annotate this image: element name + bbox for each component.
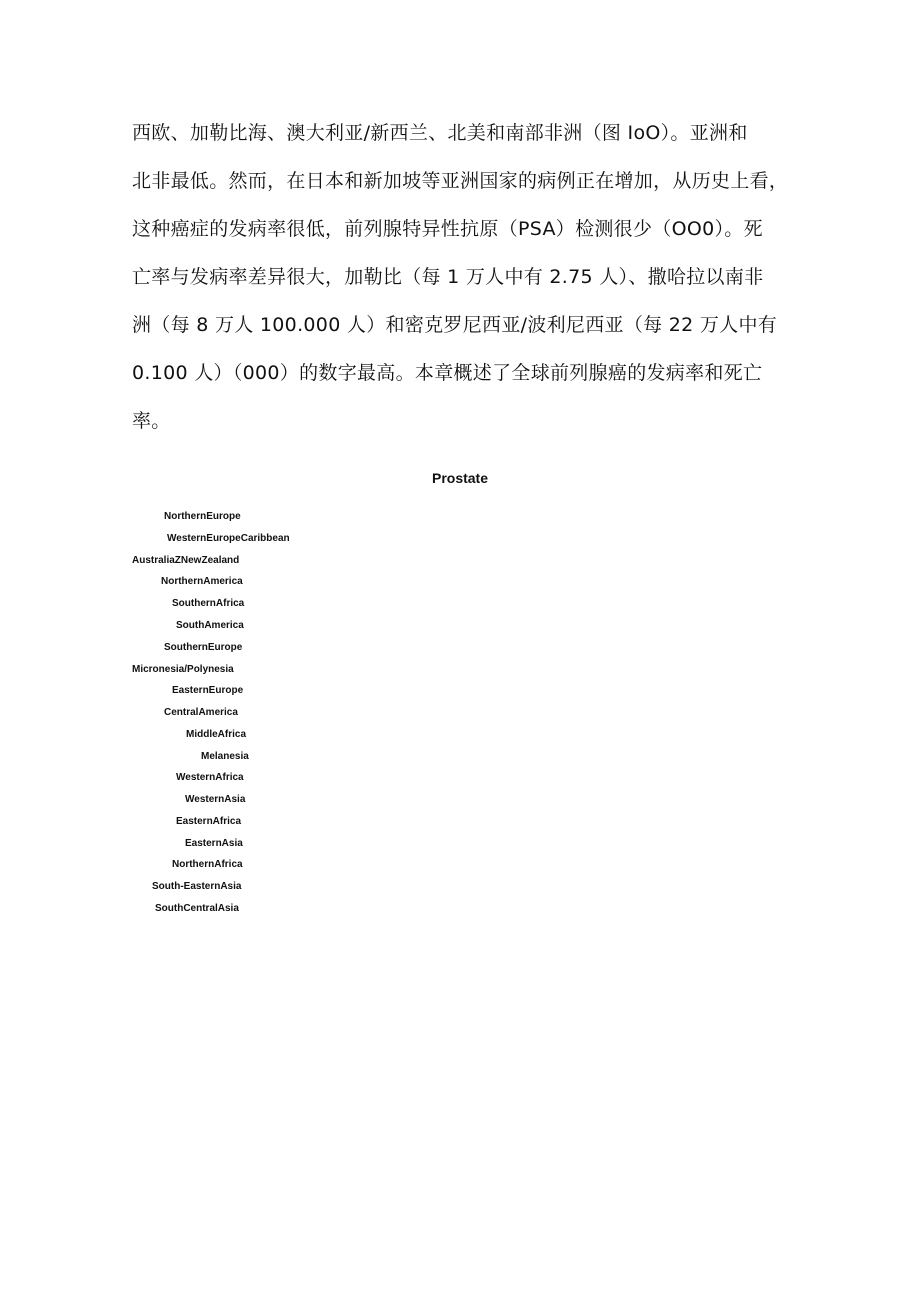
region-label: SouthAmerica <box>176 620 244 631</box>
paragraph-line: 洲（每 8 万人 100.000 人）和密克罗尼西亚/波利尼西亚（每 22 万人中有 <box>132 314 778 336</box>
paragraph-line: 0.100 人）（000）的数字最高。本章概述了全球前列腺癌的发病率和死亡 <box>132 362 763 384</box>
region-label: SouthCentralAsia <box>155 903 239 914</box>
region-label: WesternEuropeCaribbean <box>167 533 290 544</box>
paragraph-line: 西欧、加勒比海、澳大利亚/新西兰、北美和南部非洲（图 IoO）。亚洲和 <box>132 122 748 144</box>
region-label: WesternAsia <box>185 794 246 805</box>
paragraph-line: 北非最低。然而，在日本和新加坡等亚洲国家的病例正在增加，从历史上看， <box>132 170 789 192</box>
region-label: South-EasternAsia <box>152 881 242 892</box>
paragraph-line: 这种癌症的发病率很低，前列腺特异性抗原（PSA）检测很少（OO0）。死 <box>132 218 763 240</box>
paragraph-line: 率。 <box>132 410 171 432</box>
region-label: EasternEurope <box>172 685 244 696</box>
region-label: MiddleAfrica <box>186 729 247 740</box>
region-label: WesternAfrica <box>176 772 244 783</box>
region-label: CentralAmerica <box>164 707 238 718</box>
region-label: Micronesia/Polynesia <box>132 664 234 675</box>
region-label: SouthernEurope <box>164 642 243 653</box>
region-label: AustraliaZNewZealand <box>132 555 240 566</box>
region-label: NorthernEurope <box>164 511 241 522</box>
region-label: NorthernAmerica <box>161 576 243 587</box>
region-label: Melanesia <box>201 751 249 762</box>
region-label: SouthernAfrica <box>172 598 245 609</box>
region-label: EasternAfrica <box>176 816 242 827</box>
paragraph-line: 亡率与发病率差异很大，加勒比（每 1 万人中有 2.75 人）、撒哈拉以南非 <box>132 266 764 288</box>
chart-title: Prostate <box>431 470 489 486</box>
region-label: EasternAsia <box>185 838 243 849</box>
region-label: NorthernAfrica <box>172 859 243 870</box>
